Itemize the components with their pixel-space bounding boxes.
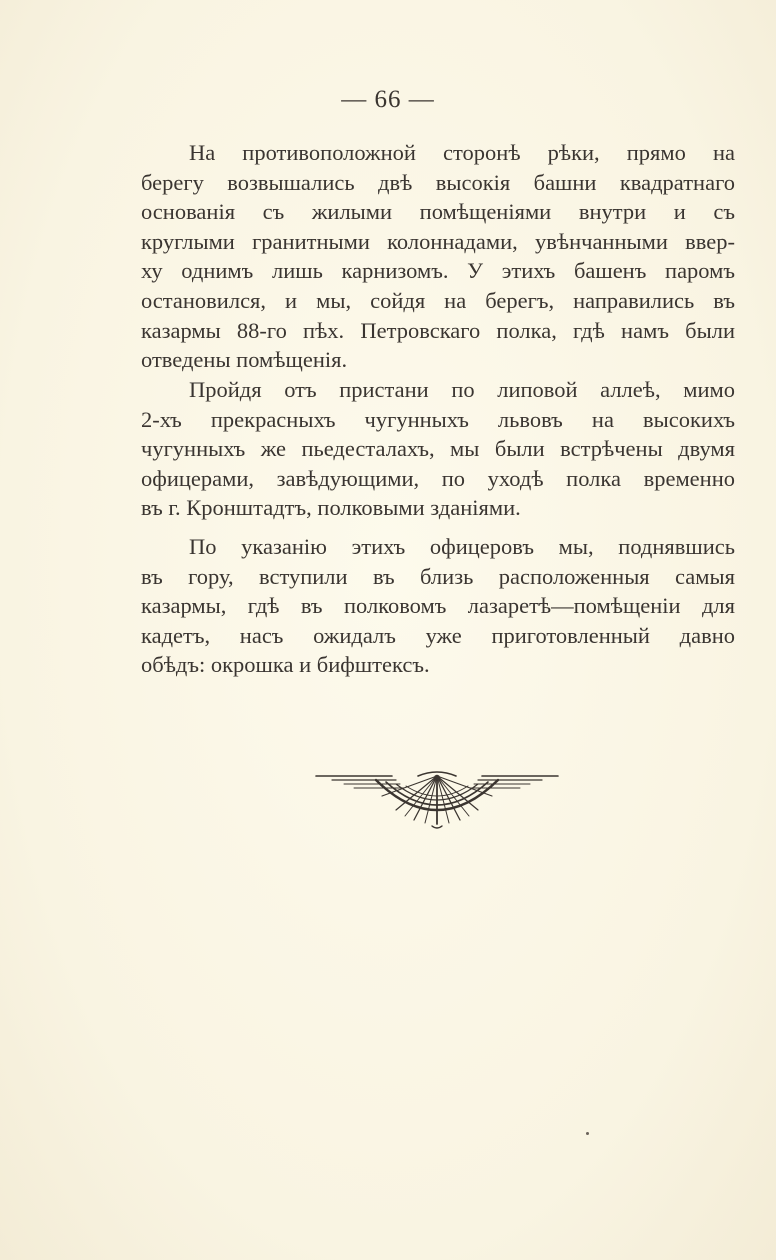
paragraph-1 — [141, 138, 735, 375]
text-line: На противоположной сторонѣ рѣки, прямо на — [189, 140, 735, 165]
text-line: остановился, и мы, сойдя на берегъ, направились въ — [141, 287, 735, 313]
tailpiece-fan-ornament-icon — [314, 770, 560, 830]
text-line: берегу возвышались двѣ высокія башни квадратнаго — [141, 169, 735, 195]
text-line: круглыми гранитными колоннадами, увѣнчанными ввер- — [141, 228, 735, 254]
text-line: Пройдя отъ пристани по липовой аллеѣ, мимо — [189, 377, 735, 402]
text-line: кадетъ, насъ ожидалъ уже приготовленный давно — [141, 622, 735, 648]
text-line: 2-хъ прекрасныхъ чугунныхъ львовъ на высокихъ — [141, 406, 735, 432]
text-line: казармы, гдѣ въ полковомъ лазаретѣ—помѣщеніи для — [141, 593, 735, 619]
text-line: чугунныхъ же пьедесталахъ, мы были встрѣчены двумя — [141, 436, 735, 462]
page-number: — 66 — — [341, 86, 435, 113]
text-line: ху однимъ лишь карнизомъ. У этихъ башенъ паромъ — [141, 258, 735, 284]
text-line: обѣдъ: окрошка и бифштексъ. — [141, 652, 430, 678]
text-line: въ гору, вступили въ близь расположенныя самыя — [141, 563, 735, 589]
text-line: въ г. Кронштадтъ, полковыми зданіями. — [141, 495, 521, 521]
paragraph-3 — [141, 532, 735, 680]
paragraph-2 — [141, 375, 735, 523]
text-line: отведены помѣщенія. — [141, 347, 348, 373]
text-line: казармы 88-го пѣх. Петровскаго полка, гдѣ намъ были — [141, 317, 735, 343]
text-line: По указанію этихъ офицеровъ мы, поднявшись — [189, 534, 735, 559]
text-line: основанія съ жилыми помѣщеніями внутри и съ — [141, 199, 735, 225]
text-line: офицерами, завѣдующими, по уходѣ полка временно — [141, 465, 735, 491]
paper-speck — [586, 1132, 589, 1135]
